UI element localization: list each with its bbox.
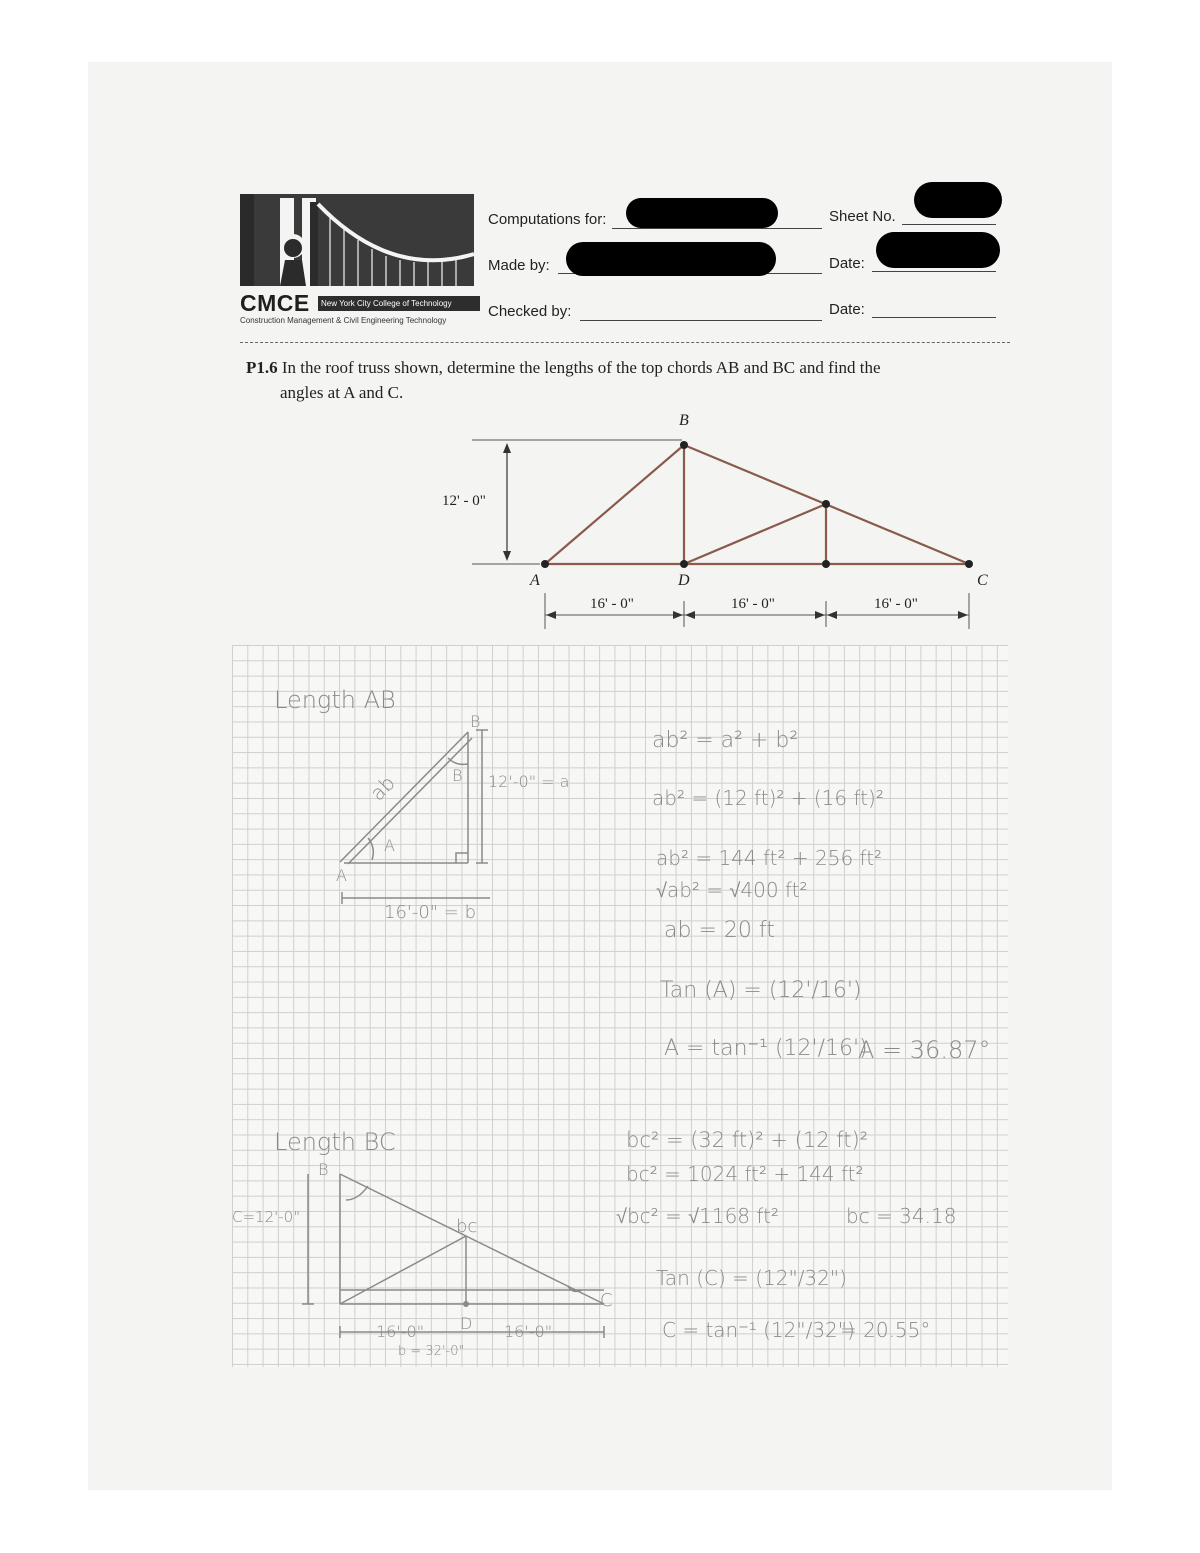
bc-vertex-c-label: C — [600, 1290, 613, 1311]
equation-ab-5: ab = 20 ft — [664, 918, 775, 943]
angle-a-result: A = 36.87° — [858, 1036, 991, 1064]
problem-text-line2: angles at A and C. — [280, 383, 404, 402]
span-label-3: 16' - 0" — [871, 596, 921, 613]
truss-height-label: 12' - 0" — [442, 493, 486, 509]
tan-c-line: Tan (C) = (12"/32") — [656, 1266, 847, 1290]
vertex-b-label: B — [470, 712, 481, 731]
equation-ab-1: ab² = a² + b² — [652, 728, 799, 753]
angle-c-result: = 20.55° — [840, 1318, 931, 1342]
side-ab-label: ab — [365, 770, 400, 806]
truss-diagram — [400, 405, 1040, 650]
span-label-1: 16' - 0" — [587, 596, 637, 613]
vertex-a-label: A — [336, 866, 347, 885]
equation-ab-2: ab² = (12 ft)² + (16 ft)² — [652, 786, 884, 810]
span-label-2: 16' - 0" — [728, 596, 778, 613]
header-divider — [240, 342, 1010, 343]
equation-bc-3: √bc² = √1168 ft² — [616, 1204, 779, 1228]
logo-college: New York City College of Technology — [318, 296, 480, 311]
side-b-label: 16'-0" = b — [384, 902, 477, 923]
equation-bc-4: bc = 34.18 — [846, 1204, 957, 1228]
length-ab-title: Length AB — [274, 686, 396, 714]
checked-by-line — [580, 320, 822, 321]
computations-line — [612, 228, 822, 229]
date-line-2 — [872, 317, 996, 318]
bc-span-left: 16'-0" — [376, 1322, 425, 1341]
bc-span-right: 16'-0" — [504, 1322, 553, 1341]
redaction-computations — [626, 198, 778, 228]
angle-a-label: A — [384, 836, 395, 855]
problem-number: P1.6 — [246, 358, 278, 377]
bc-vertex-d-label: D — [460, 1314, 473, 1333]
triangle-ab-sketch — [330, 710, 530, 920]
sheet-no-label: Sheet No. — [829, 208, 896, 225]
problem-statement — [246, 358, 1026, 378]
problem-text: In the roof truss shown, determine the lengths of the top chords AB and BC and find the — [281, 358, 881, 377]
angle-b-label: B — [452, 766, 463, 785]
length-bc-title: Length BC — [274, 1128, 396, 1156]
side-a-label: 12'-0" = a — [488, 772, 570, 791]
inverse-a-line: A = tan⁻¹ (12'/16') — [664, 1036, 868, 1061]
tan-a-line: Tan (A) = (12'/16') — [660, 978, 862, 1003]
bc-side-c-label: C=12'-0" — [232, 1208, 301, 1226]
node-label-c: C — [977, 572, 988, 589]
equation-ab-3: ab² = 144 ft² + 256 ft² — [656, 846, 883, 870]
equation-bc-1: bc² = (32 ft)² + (12 ft)² — [626, 1128, 869, 1152]
triangle-bc-sketch — [296, 1160, 626, 1375]
inverse-c-line: C = tan⁻¹ (12"/32") — [662, 1318, 855, 1342]
redaction-date — [876, 232, 1000, 268]
date-label-1: Date: — [829, 255, 865, 272]
computations-label: Computations for: — [488, 211, 607, 228]
logo-dept: Construction Management & Civil Engineering Technology — [240, 316, 447, 325]
equation-bc-2: bc² = 1024 ft² + 144 ft² — [626, 1162, 864, 1186]
date-line-1 — [872, 271, 996, 272]
logo-text: CMCE — [240, 290, 310, 316]
sheet-no-line — [902, 224, 996, 225]
bc-side-label: bc — [456, 1216, 478, 1237]
equation-ab-4: √ab² = √400 ft² — [656, 878, 808, 902]
date-label-2: Date: — [829, 301, 865, 318]
bc-vertex-b-label: B — [318, 1160, 329, 1179]
made-by-label: Made by: — [488, 257, 550, 274]
checked-by-label: Checked by: — [488, 303, 572, 320]
redaction-sheet-no — [914, 182, 1002, 218]
redaction-made-by — [566, 242, 776, 276]
node-label-b: B — [679, 412, 689, 429]
bc-span-total: b = 32'-0" — [398, 1344, 465, 1359]
node-label-a: A — [530, 572, 540, 589]
node-label-d: D — [678, 572, 690, 589]
